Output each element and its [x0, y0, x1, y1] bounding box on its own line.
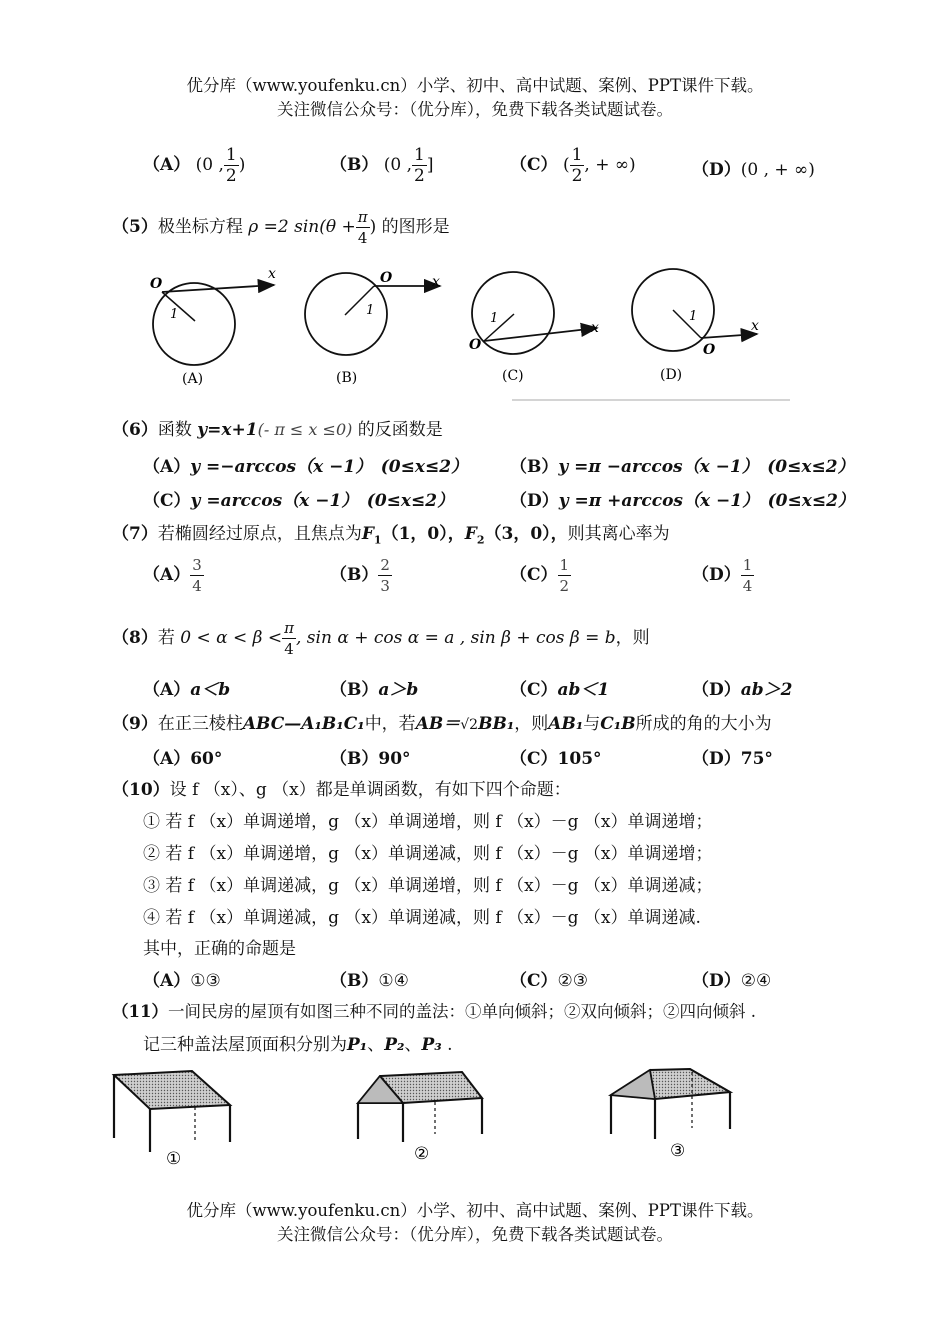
- q7-option-b: （B） $\frac{2}{3}$: [330, 556, 390, 595]
- axis-d: [701, 334, 757, 338]
- q10-ask: 其中，正确的命题是: [143, 939, 296, 959]
- origin-b: O: [380, 270, 393, 286]
- figure-a: [150, 266, 276, 387]
- figure-d: [632, 269, 759, 383]
- q9-option-d: （D）75°: [692, 749, 773, 769]
- q4-option-a: （A） (0 , $\frac{1}{2}$ ): [143, 145, 246, 186]
- q8-option-a: （A）a＜b: [143, 680, 231, 700]
- axis-label-b: x: [432, 274, 440, 290]
- q4-option-c: （C） ( $\frac{1}{2}$ , + ∞): [510, 145, 636, 186]
- roof-1-label: ①: [166, 1149, 182, 1169]
- axis-c: [484, 328, 597, 341]
- roof-2: [358, 1072, 482, 1164]
- q10-item-4: ④ 若 f （x）单调递减，g （x）单调递减，则 f （x）－g （x）单调递减.: [143, 908, 701, 928]
- q7-option-a: （A） $\frac{3}{4}$: [143, 556, 202, 595]
- q7-stem: （7）若椭圆经过原点，且焦点为$F_1(1$，0），$F_2(3$，0），则其离心率为: [112, 524, 670, 547]
- q5-stem: （5）极坐标方程 ρ =2 sin(θ + $\frac{\pi}{4}$ ) 的图形是: [112, 208, 450, 247]
- q5-figures: [140, 262, 800, 404]
- q6-option-b: （B）y =π −arccos（x −1） (0≤x≤2）: [510, 457, 855, 477]
- q10-option-b: （B）①④: [330, 971, 409, 991]
- fig-label-a: (A): [182, 371, 204, 387]
- q7-option-d: （D） $\frac{1}{4}$: [692, 556, 753, 595]
- roof-1-plane: [114, 1071, 230, 1109]
- footer-line-2: 关注微信公众号：（优分库），免费下载各类试题试卷。: [277, 1225, 673, 1244]
- q8-option-b: （B）a＞b: [330, 680, 419, 700]
- footer-line-1: 优分库（www.youfenku.cn）小学、初中、高中试题、案例、PPT课件下载。: [186, 1201, 764, 1220]
- q9-stem: （9）在正三棱柱ABC—A₁B₁C₁中，若AB＝√2BB₁，则AB₁与C₁B所成的角的大小为: [112, 714, 772, 734]
- q9-option-c: （C）105°: [510, 749, 602, 769]
- q8-option-c: （C）ab＜1: [510, 680, 610, 700]
- origin-c: O: [469, 337, 482, 353]
- q6-option-c: （C）y =arccos（x −1） (0≤x≤2）: [143, 491, 455, 511]
- radius-label-c: 1: [490, 311, 499, 326]
- q10-item-3: ③ 若 f （x）单调递减，g （x）单调递增，则 f （x）－g （x）单调递减；: [143, 876, 713, 896]
- q10-stem: （10）设 f （x）、g （x）都是单调函数，有如下四个命题：: [112, 780, 571, 800]
- q10-option-a: （A）①③: [143, 971, 221, 991]
- q8-stem: （8）若 0 < α < β < $\frac{\pi}{4}$ , sin α + cos α = a , sin β + cos β = b，则: [112, 619, 650, 658]
- q11-line-2: 记三种盖法屋顶面积分别为P₁、P₂、P₃ .: [143, 1035, 453, 1055]
- header-line-1: 优分库（www.youfenku.cn）小学、初中、高中试题、案例、PPT课件下载。: [186, 76, 764, 95]
- q8-option-d: （D）ab＞2: [692, 680, 793, 700]
- q10-item-1: ① 若 f （x）单调递增，g （x）单调递增，则 f （x）－g （x）单调递增；: [143, 812, 713, 832]
- q6-option-d: （D）y =π +arccos（x −1） (0≤x≤2）: [510, 491, 855, 511]
- origin-d: O: [703, 342, 716, 358]
- fig-label-b: (B): [336, 370, 358, 386]
- fig-label-c: (C): [502, 368, 524, 384]
- roof-1: [114, 1071, 230, 1169]
- q10-option-d: （D）②④: [692, 971, 772, 991]
- radius-c: [484, 314, 514, 341]
- q4-option-b: （B） (0 , $\frac{1}{2}$ ]: [330, 145, 434, 186]
- q9-option-b: （B）90°: [330, 749, 411, 769]
- q11-line-1: （11）一间民房的屋顶有如图三种不同的盖法：①单向倾斜；②双向倾斜；②四向倾斜 .: [112, 1002, 756, 1021]
- axis-label-c: x: [591, 320, 599, 336]
- q4-option-d: （D）(0 , + ∞): [692, 160, 815, 180]
- roof-3: [611, 1069, 730, 1161]
- radius-a: [162, 292, 195, 321]
- q10-item-2: ② 若 f （x）单调递增，g （x）单调递减，则 f （x）－g （x）单调递增；: [143, 844, 713, 864]
- figure-c: [469, 272, 599, 384]
- q10-option-c: （C）②③: [510, 971, 589, 991]
- q6-stem: （6）函数 y=x+1(- π ≤ x ≤0) 的反函数是: [112, 420, 443, 440]
- axis-label-d: x: [751, 318, 759, 334]
- q6-option-a: （A）y =−arccos（x −1） (0≤x≤2）: [143, 457, 469, 477]
- q11-roof-figures: [100, 1062, 760, 1172]
- radius-label-b: 1: [366, 303, 375, 318]
- axis-label-a: x: [268, 266, 276, 282]
- radius-label-d: 1: [689, 309, 698, 324]
- figure-b: [305, 270, 440, 386]
- radius-label-a: 1: [170, 307, 179, 322]
- q7-option-c: （C） $\frac{1}{2}$: [510, 556, 570, 595]
- fig-label-d: (D): [660, 367, 683, 383]
- roof-2-label: ②: [414, 1144, 430, 1164]
- q9-option-a: （A）60°: [143, 749, 223, 769]
- roof-3-label: ③: [670, 1141, 686, 1161]
- header-line-2: 关注微信公众号：（优分库），免费下载各类试题试卷。: [277, 100, 673, 119]
- origin-a: O: [150, 276, 163, 292]
